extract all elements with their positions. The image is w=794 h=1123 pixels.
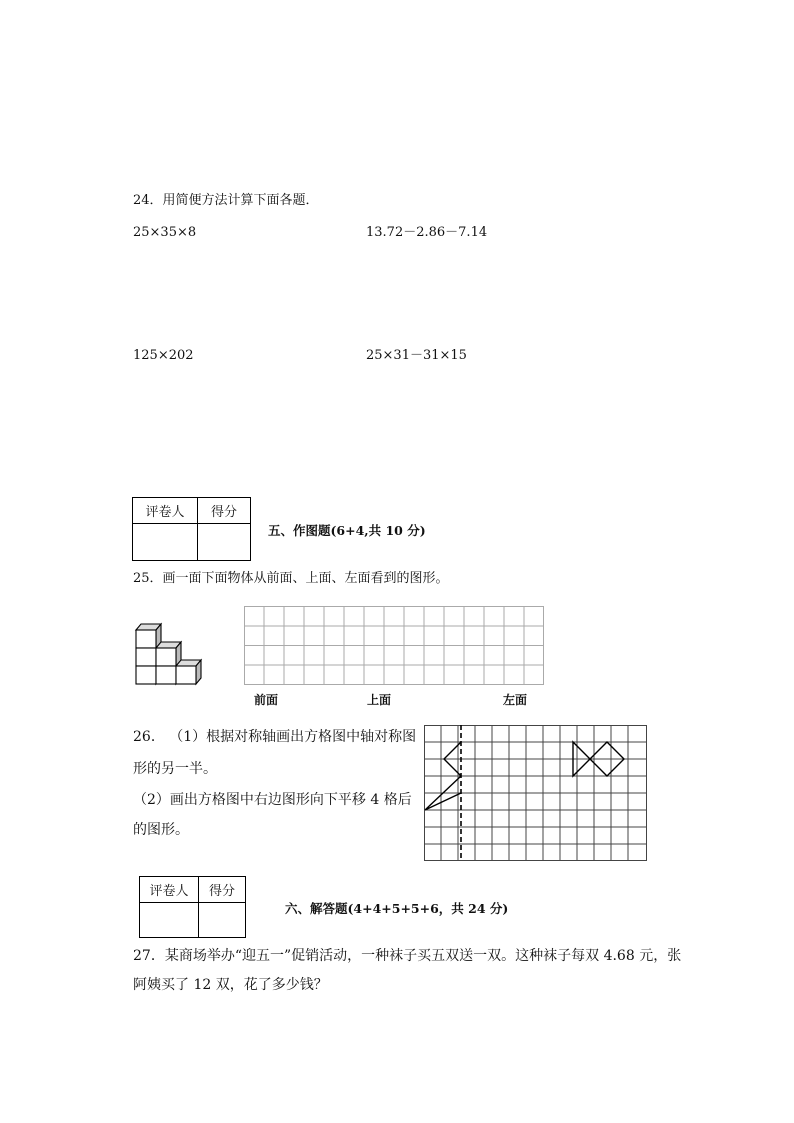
q24-expr-4: 25×31－31×15 [366,348,467,363]
score-table-2 [139,876,246,938]
score-cell[interactable] [198,524,251,561]
q24-expr-3: 125×202 [133,348,194,363]
grader-header: 评卷人 [133,498,198,524]
q24-expr-2: 13.72－2.86－7.14 [366,225,488,240]
top-view-label: 上面 [367,693,392,707]
left-view-label: 左面 [503,693,528,707]
grader-header: 评卷人 [140,877,199,903]
q26-line-1: 26． （1）根据对称轴画出方格图中轴对称图 [133,729,417,745]
score-cell[interactable] [199,903,246,938]
views-grid[interactable] [244,606,545,686]
section-6-title: 六、解答题(4+4+5+5+6，共 24 分) [285,901,509,916]
q26-line-2: 形的另一半。 [133,761,217,777]
q26-line-3: （2）画出方格图中右边图形向下平移 4 格后 [133,792,412,808]
q24-title: 24．用简便方法计算下面各题． [133,193,319,208]
front-view-label: 前面 [254,693,279,707]
q27-line-1: 27．某商场举办“迎五一”促销活动，一种袜子买五双送一双。这种袜子每双 4.68 元，张 [133,948,682,964]
q27-line-2: 阿姨买了 12 双，花了多少钱？ [133,977,328,993]
score-header: 得分 [199,877,246,903]
grader-cell[interactable] [140,903,199,938]
q26-line-4: 的图形。 [133,822,189,838]
section-5-title: 五、作图题(6+4,共 10 分) [268,523,426,538]
cube-stack-figure [134,620,204,690]
score-header: 得分 [198,498,251,524]
q24-expr-1: 25×35×8 [133,225,197,240]
symmetry-grid[interactable] [424,725,648,862]
grader-cell[interactable] [133,524,198,561]
q25-title: 25．画一面下面物体从前面、上面、左面看到的图形。 [133,571,449,586]
score-table-1 [132,497,251,561]
